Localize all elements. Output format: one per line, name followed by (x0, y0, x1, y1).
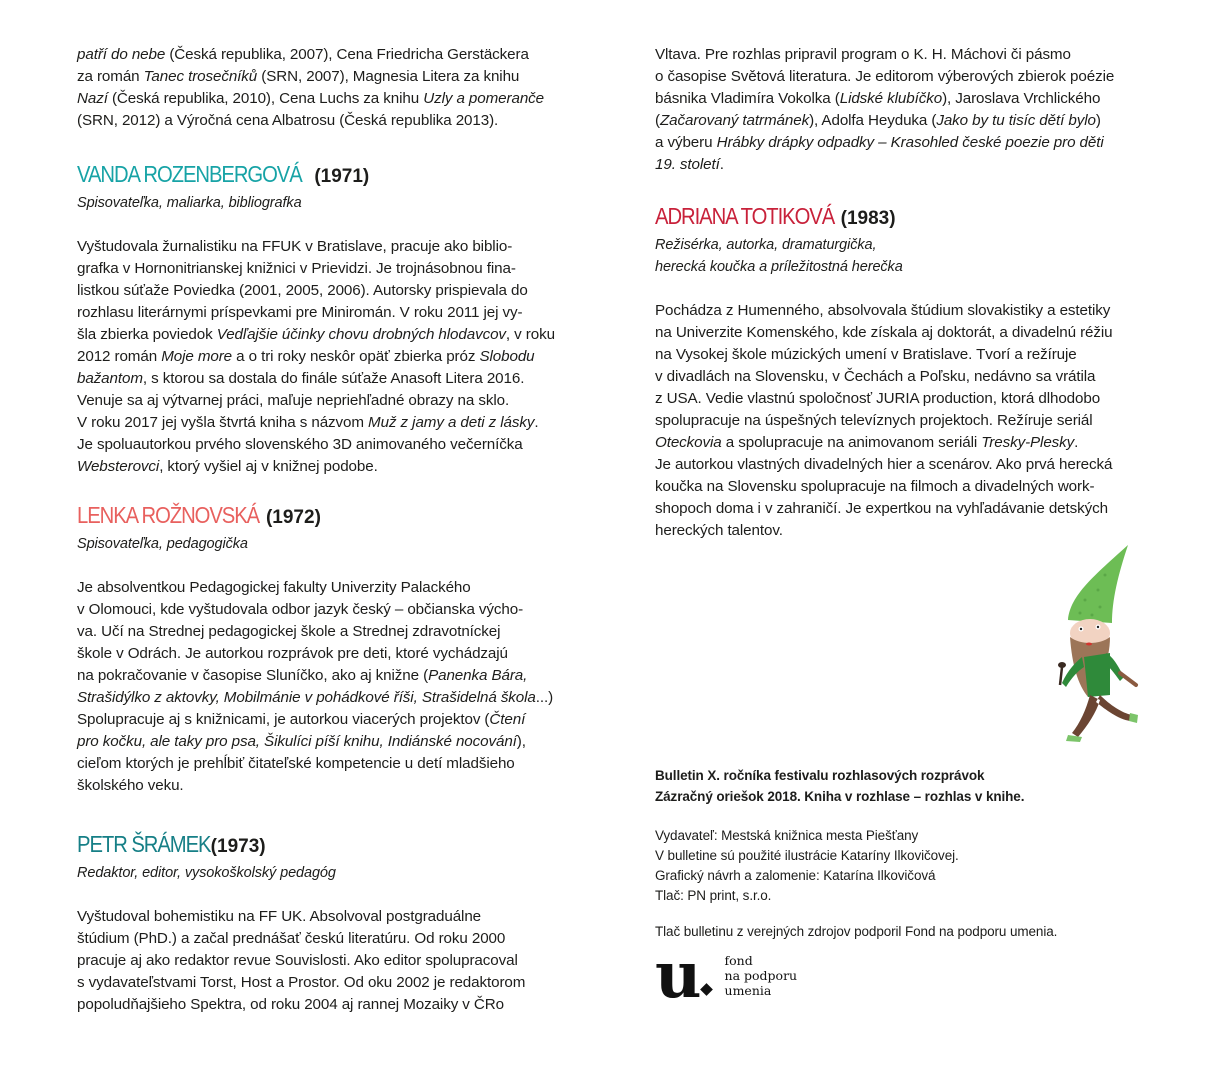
text-line: z USA. Vedie vlastnú spoločnosť JURIA production, ktorá dlhodobo (655, 390, 1101, 407)
gnome-illustration (1010, 545, 1160, 745)
author-heading (655, 201, 1165, 234)
italic-title: Začarovaný tatrmánek (659, 112, 810, 129)
text-run: ), (516, 733, 526, 750)
text-line: cieľom ktorých je prehĺbiť čitateľské kompetencie u detí mladšieho (77, 755, 515, 772)
text-line: listkou súťaže Poviedka (2001, 2005, 2006). Autorsky prispievala do (77, 282, 528, 299)
italic-title: Hrábky drápky odpadky – Krasohled české poezie pro děti (716, 134, 1104, 151)
logo-line: fond (724, 953, 753, 968)
author-role: Spisovateľka, pedagogička (77, 536, 248, 552)
text-line: Vyštudovala žurnalistiku na FFUK v Bratislave, pracuje ako biblio- (77, 238, 513, 255)
text-line (77, 88, 587, 110)
text-run: (Česká republika, 2010), Cena Luchs za knihu (107, 90, 424, 107)
author-name: ADRIANA TOTIKOVÁ (655, 203, 835, 229)
text-line (77, 456, 587, 478)
author-bio (77, 577, 587, 797)
text-line: rozhlasu literárnymi príspevkami pre Miniromán. V roku 2011 jej vy- (77, 304, 523, 321)
text-line: na Univerzite Komenského, kde získala aj doktorát, a divadelnú réžiu (655, 324, 1113, 341)
italic-title: Lidské klubíčko (839, 90, 943, 107)
text-run: . (534, 414, 539, 431)
italic-title: Slobodu (479, 348, 535, 365)
italic-title: Moje more (161, 348, 233, 365)
gnome-body (1062, 653, 1124, 697)
author-role: Spisovateľka, maliarka, bibliografka (77, 195, 302, 211)
text-line: koučka na Slovensku spolupracuje na filmoch a divadelných work- (655, 478, 1095, 495)
author-petr (77, 829, 587, 1016)
gnome-hat (1068, 545, 1128, 623)
text-run: (SRN, 2012) a Výročná cena Albatrosu (Česká republika 2013). (77, 112, 499, 129)
text-line (655, 110, 1165, 132)
text-line: s vydavateľstvami Torst, Host a Prostor. Od oku 2002 je redaktorom (77, 974, 526, 991)
text-line: hereckých talentov. (655, 522, 783, 539)
italic-title: Websterovci (77, 458, 160, 475)
italic-title: patří do nebe (77, 46, 166, 63)
text-run: (SRN, 2007), Magnesia Litera za knihu (257, 68, 520, 85)
text-run: ), Jaroslava Vrchlického (942, 90, 1101, 107)
italic-title: Strašidýlko z aktovky, Mobilmánie v pohádkové říši, Strašidelná škola (77, 689, 536, 706)
author-heading (77, 500, 587, 533)
logo-line: umenia (724, 983, 772, 998)
logo-text (725, 953, 798, 998)
text-line: Vltava. Pre rozhlas pripravil program o K. H. Máchovi či pásmo (655, 46, 1071, 63)
text-run: a výberu (655, 134, 717, 151)
text-line (77, 368, 587, 390)
text-run: 2012 román (77, 348, 162, 365)
italic-title: Nazí (77, 90, 108, 107)
text-line (655, 154, 1165, 176)
author-role-line: herecká koučka a príležitostná herečka (655, 259, 903, 275)
author-year: (1972) (265, 507, 321, 528)
italic-title: Uzly a pomeranče (423, 90, 545, 107)
author-name: PETR ŠRÁMEK (77, 831, 211, 857)
text-run: básnika Vladimíra Vokolka ( (655, 90, 840, 107)
italic-title: Panenka Bára, (428, 667, 528, 684)
author-vanda (77, 159, 587, 478)
colophon-title-line: Zázračný oriešok 2018. Kniha v rozhlase – rozhlas v knihe. (655, 789, 1025, 804)
text-line (77, 731, 587, 753)
text-line (77, 324, 587, 346)
text-line: Je absolventkou Pedagogickej fakulty Univerzity Palackého (77, 579, 471, 596)
italic-title: Jako by tu tisíc dětí bylo (936, 112, 1096, 129)
petr-bio-continuation (655, 44, 1165, 176)
author-name: LENKA ROŽNOVSKÁ (77, 502, 260, 528)
support-note: Tlač bulletinu z verejných zdrojov podporil Fond na podporu umenia. (655, 924, 1058, 939)
text-run: . (1074, 434, 1079, 451)
text-line: pracuje aj ako redaktor revue Souvislosti. Ako editor spolupracoval (77, 952, 518, 969)
text-run: ), Adolfa Heyduka ( (809, 112, 937, 129)
text-line: spolupracuje na úspešných televíznych projektoch. Režíruje seriál (655, 412, 1093, 429)
italic-title: Oteckovia (655, 434, 722, 451)
text-run: , ktorý vyšiel aj v knižnej podobe. (159, 458, 378, 475)
author-name: VANDA ROZENBERGOVÁ (77, 161, 302, 187)
text-run: V roku 2017 jej vyšla štvrtá kniha s názvom (77, 414, 369, 431)
author-year: (1983) (840, 208, 896, 229)
author-heading (77, 829, 587, 862)
text-line (655, 432, 1165, 454)
italic-title: 19. století (655, 156, 720, 173)
text-line (655, 88, 1165, 110)
text-run: (Česká republika, 2007), Cena Friedricha Gerstäckera (165, 46, 529, 63)
text-run: ...) (535, 689, 554, 706)
text-run: šla zbierka poviedok (77, 326, 217, 343)
text-run: ) (1095, 112, 1101, 129)
italic-title: Tresky-Plesky (981, 434, 1075, 451)
italic-title: Muž z jamy a deti z lásky (368, 414, 535, 431)
logo-mark: u (655, 938, 700, 1013)
colophon-credit: Tlač: PN print, s.r.o. (655, 888, 772, 903)
author-role-line: Režisérka, autorka, dramaturgička, (655, 237, 877, 253)
italic-title: pro kočku, ale taky pro psa, Šikulíci píší knihu, Indiánské nocování (77, 733, 517, 750)
text-line: Vyštudoval bohemistiku na FF UK. Absolvoval postgraduálne (77, 908, 482, 925)
text-line (77, 709, 587, 731)
text-line: Venuje sa aj výtvarnej práci, maľuje nepriehľadné obrazy na sklo. (77, 392, 510, 409)
italic-title: Čtení (489, 711, 526, 728)
author-year: (1971) (314, 166, 370, 187)
text-line: škole v Odrách. Je autorkou rozprávok pre deti, ktoré vychádzajú (77, 645, 508, 662)
text-line: grafka v Hornonitrianskej knižnici v Prievidzi. Je trojnásobnou fina- (77, 260, 516, 277)
fond-na-podporu-umenia-logo (655, 938, 798, 1013)
author-year: (1973) (210, 836, 266, 857)
text-line: popoludňajšieho Spektra, od roku 2004 aj rannej Mozaiky v ČRo (77, 996, 505, 1013)
text-run: , s ktorou sa dostala do finále súťaže Anasoft Litera 2016. (142, 370, 525, 387)
author-bio (77, 236, 587, 478)
text-line: Pochádza z Humenného, absolvovala štúdium slovakistiky a estetiky (655, 302, 1111, 319)
text-line (77, 44, 587, 66)
text-line: na Vysokej škole múzických umení v Bratislave. Tvorí a režíruje (655, 346, 1077, 363)
italic-title: Vedľajšie účinky chovu drobných hlodavcov (216, 326, 506, 343)
text-run: . (719, 156, 724, 173)
italic-title: bažantom (77, 370, 143, 387)
text-run: a o tri roky neskôr opäť zbierka próz (232, 348, 480, 365)
text-line: Je autorkou vlastných divadelných hier a scenárov. Ako prvá herecká (655, 456, 1113, 473)
text-line: školského veku. (77, 777, 184, 794)
colophon-credit: Vydavateľ: Mestská knižnica mesta Piešťany (655, 828, 919, 843)
text-line: o časopise Světová literatura. Je editorom výberových zbierok poézie (655, 68, 1115, 85)
logo-dot-icon (700, 983, 713, 996)
colophon-title-line: Bulletin X. ročníka festivalu rozhlasových rozprávok (655, 768, 985, 783)
text-run: , v roku (505, 326, 555, 343)
text-run: a spolupracuje na animovanom seriáli (721, 434, 982, 451)
text-run: ( (655, 112, 660, 129)
author-heading (77, 159, 587, 192)
text-run: na pokračovanie v časopise Sluníčko, ako aj knižne ( (77, 667, 429, 684)
gnome-legs (1072, 695, 1132, 737)
logo-line: na podporu (724, 968, 798, 983)
colophon-credit: V bulletine sú použité ilustrácie Kataríny Ilkovičovej. (655, 848, 959, 863)
text-line (77, 412, 587, 434)
text-run: za román (77, 68, 144, 85)
italic-title: Tanec trosečníků (143, 68, 258, 85)
colophon-credit: Grafický návrh a zalomenie: Katarína Ilkovičová (655, 868, 936, 883)
text-line (77, 665, 587, 687)
author-bio (655, 300, 1165, 542)
text-line (77, 110, 587, 132)
colophon (655, 765, 1165, 1013)
text-line (77, 687, 587, 709)
text-line (77, 346, 587, 368)
text-line: v Olomouci, kde vyštudovala odbor jazyk český – občianska výcho- (77, 601, 524, 618)
text-line: Je spoluautorkou prvého slovenského 3D animovaného večerníčka (77, 436, 523, 453)
text-line (655, 132, 1165, 154)
intro-paragraph (77, 44, 587, 132)
text-line: va. Učí na Strednej pedagogickej škole a Strednej zdravotníckej (77, 623, 501, 640)
author-lenka (77, 500, 587, 797)
text-run: Spolupracuje aj s knižnicami, je autorkou viacerých projektov ( (77, 711, 490, 728)
author-adriana (655, 201, 1165, 542)
gnome-tool (1060, 667, 1062, 685)
text-line: shopoch doma i v zahraničí. Je expertkou na vyhľadávanie detských (655, 500, 1108, 517)
text-line: v divadlách na Slovensku, v Čechách a Poľsku, nedávno sa vrátila (655, 368, 1096, 385)
author-bio (77, 906, 587, 1016)
text-line (77, 66, 587, 88)
author-role: Redaktor, editor, vysokoškolský pedagóg (77, 865, 336, 881)
text-line: štúdium (PhD.) a začal prednášať českú literatúru. Od roku 2000 (77, 930, 506, 947)
